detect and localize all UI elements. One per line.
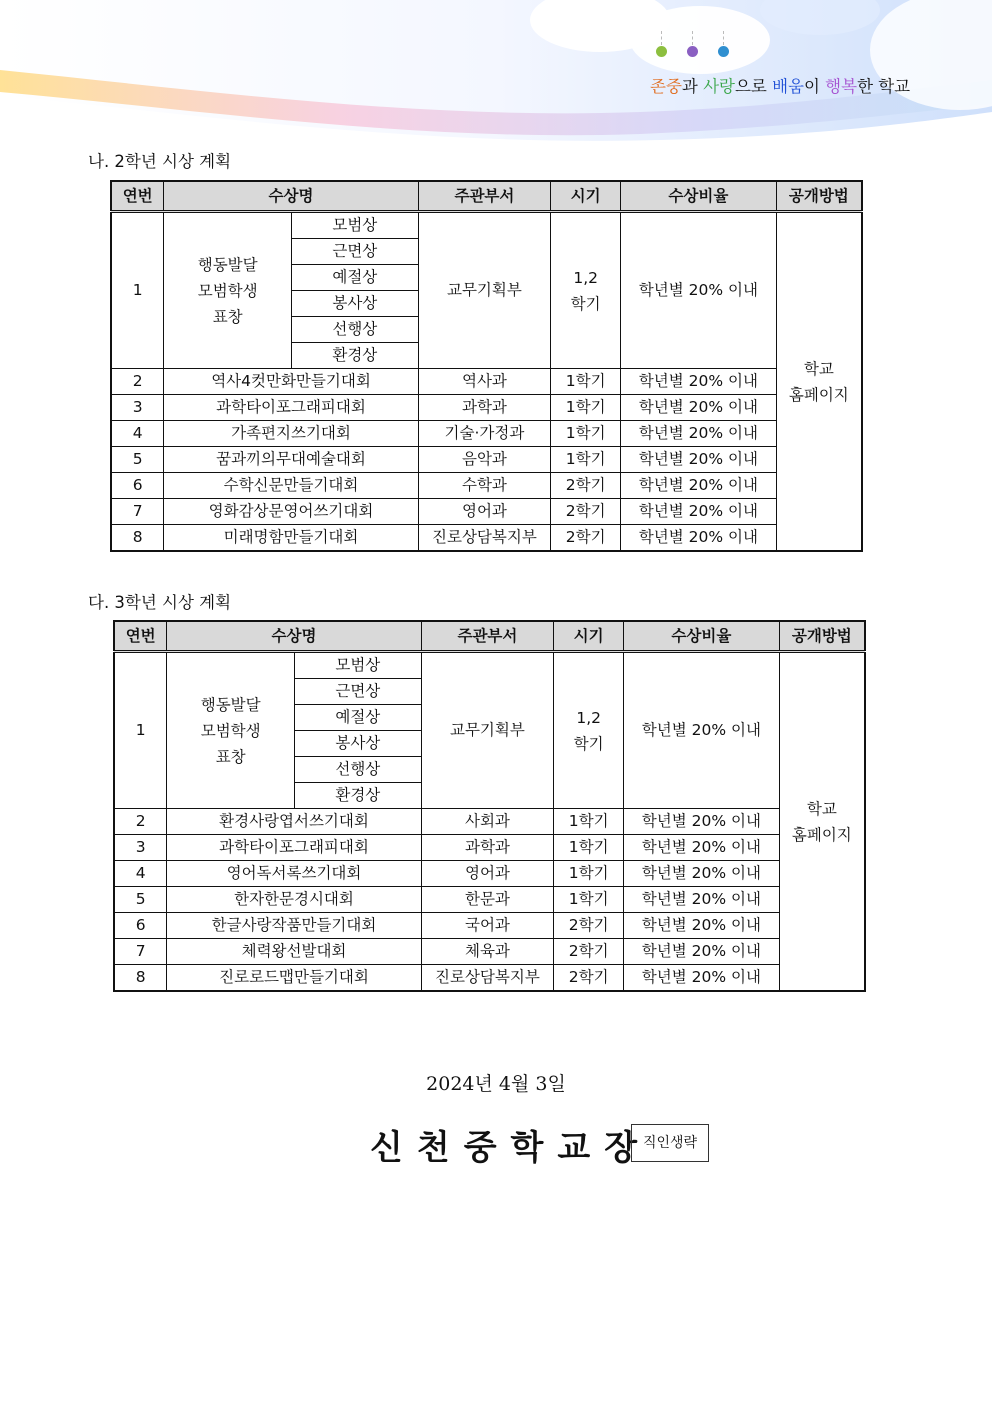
table-header-row — [111, 181, 862, 212]
cell-sub-award: 모범상 — [295, 652, 422, 679]
cell-period: 1학기 — [551, 447, 621, 473]
cell-period: 1학기 — [551, 369, 621, 395]
cell-dept: 교무기획부 — [418, 212, 551, 369]
cell-ratio: 학년별 20% 이내 — [624, 809, 780, 835]
cell-sub-award: 예절상 — [295, 705, 422, 731]
table-row — [111, 499, 862, 525]
cell-award-name: 꿈과끼의무대예술대회 — [164, 447, 418, 473]
cell-award-name: 가족편지쓰기대회 — [164, 421, 418, 447]
principal-title: 신천중학교장 — [370, 1128, 652, 1168]
cell-award-name: 한글사랑작품만들기대회 — [167, 913, 421, 939]
cell-period: 1학기 — [554, 861, 624, 887]
cell-no: 7 — [114, 939, 167, 965]
header-award-name: 수상명 — [164, 181, 418, 212]
disclosure-line: 학교 — [803, 359, 834, 378]
table-row — [114, 835, 865, 861]
cell-no: 8 — [111, 525, 164, 552]
cell-period: 1학기 — [554, 809, 624, 835]
header-dept: 주관부서 — [418, 181, 551, 212]
header-ratio: 수상비율 — [621, 181, 777, 212]
table-row — [111, 212, 862, 239]
cell-disclosure — [779, 652, 865, 992]
name-line: 모범학생 — [200, 721, 261, 740]
header-award-name: 수상명 — [167, 621, 421, 652]
motto-segment: 으로 — [734, 77, 773, 96]
cell-dept: 수학과 — [418, 473, 551, 499]
period-line: 학기 — [570, 294, 601, 313]
disclosure-line: 홈페이지 — [788, 385, 849, 404]
header-ratio: 수상비율 — [624, 621, 780, 652]
cell-no: 2 — [111, 369, 164, 395]
cell-no: 5 — [114, 887, 167, 913]
cell-sub-award: 예절상 — [292, 265, 419, 291]
period-line: 1,2 — [573, 268, 598, 287]
motto-segment: 행복 — [825, 77, 858, 96]
cell-ratio: 학년별 20% 이내 — [621, 369, 777, 395]
table-header-row — [114, 621, 865, 652]
name-line: 행동발달 — [197, 255, 258, 274]
cell-sub-award: 봉사상 — [295, 731, 422, 757]
cell-ratio: 학년별 20% 이내 — [621, 395, 777, 421]
table-row — [114, 965, 865, 992]
purple-dot-icon — [687, 46, 698, 57]
cell-period: 2학기 — [554, 965, 624, 992]
name-line: 모범학생 — [197, 281, 258, 300]
cell-dept: 기술·가정과 — [418, 421, 551, 447]
cell-ratio: 학년별 20% 이내 — [624, 861, 780, 887]
cell-ratio: 학년별 20% 이내 — [621, 212, 777, 369]
seal-omitted-box: 직인생략 — [631, 1124, 709, 1162]
header-disclosure: 공개방법 — [779, 621, 865, 652]
table-row — [111, 525, 862, 552]
cell-award-name: 수학신문만들기대회 — [164, 473, 418, 499]
cell-period: 1학기 — [554, 835, 624, 861]
table-row — [114, 887, 865, 913]
header-no: 연번 — [114, 621, 167, 652]
motto-segment: 사랑 — [703, 77, 735, 96]
cell-disclosure — [776, 212, 862, 552]
cell-award-name: 진로로드맵만들기대회 — [167, 965, 421, 992]
blue-dot-icon — [718, 46, 729, 57]
cell-dept: 국어과 — [421, 913, 554, 939]
cell-period: 2학기 — [554, 913, 624, 939]
period-line: 학기 — [573, 734, 604, 753]
disclosure-line: 홈페이지 — [791, 825, 852, 844]
header-banner — [0, 0, 992, 150]
cell-period: 2학기 — [554, 939, 624, 965]
cell-sub-award: 선행상 — [295, 757, 422, 783]
section-heading-grade3: 다. 3학년 시상 계획 — [88, 593, 232, 612]
cell-period: 1학기 — [551, 421, 621, 447]
cell-award-name: 역사4컷만화만들기대회 — [164, 369, 418, 395]
cell-ratio: 학년별 20% 이내 — [624, 965, 780, 992]
cell-dept: 사회과 — [421, 809, 554, 835]
cell-no: 4 — [111, 421, 164, 447]
cell-award-name: 과학타이포그래피대회 — [167, 835, 421, 861]
cell-dept: 역사과 — [418, 369, 551, 395]
motto-segment: 존중 — [650, 77, 682, 96]
table-row — [111, 395, 862, 421]
document-date: 2024년 4월 3일 — [426, 1073, 566, 1095]
disclosure-line: 학교 — [806, 799, 837, 818]
table-row — [114, 861, 865, 887]
cell-ratio: 학년별 20% 이내 — [621, 421, 777, 447]
award-table-grade3 — [113, 620, 866, 992]
table-row — [111, 421, 862, 447]
motto-segment: 한 학교 — [857, 77, 911, 96]
cell-no: 6 — [111, 473, 164, 499]
cell-no: 5 — [111, 447, 164, 473]
cell-dept: 진로상담복지부 — [421, 965, 554, 992]
cell-dept: 한문과 — [421, 887, 554, 913]
cell-period — [551, 212, 621, 369]
cell-period: 1학기 — [551, 395, 621, 421]
cell-ratio: 학년별 20% 이내 — [624, 652, 780, 809]
cell-dept: 과학과 — [421, 835, 554, 861]
cell-sub-award: 환경상 — [292, 343, 419, 369]
cell-period: 2학기 — [551, 499, 621, 525]
cell-period — [554, 652, 624, 809]
motto-segment: 배움 — [772, 77, 804, 96]
header-dept: 주관부서 — [421, 621, 554, 652]
cell-award-name: 과학타이포그래피대회 — [164, 395, 418, 421]
header-period: 시기 — [554, 621, 624, 652]
table-row — [114, 939, 865, 965]
cell-no: 1 — [111, 212, 164, 369]
cell-sub-award: 근면상 — [295, 679, 422, 705]
cell-no: 3 — [111, 395, 164, 421]
cell-ratio: 학년별 20% 이내 — [621, 447, 777, 473]
table-row — [111, 447, 862, 473]
cell-award-name: 환경사랑엽서쓰기대회 — [167, 809, 421, 835]
table-row — [111, 473, 862, 499]
cell-dept: 진로상담복지부 — [418, 525, 551, 552]
cell-dept: 체육과 — [421, 939, 554, 965]
header-period: 시기 — [551, 181, 621, 212]
cell-sub-award: 선행상 — [292, 317, 419, 343]
motto-segment: 과 — [681, 77, 704, 96]
name-line: 표창 — [215, 747, 246, 766]
table-row — [114, 809, 865, 835]
cell-no: 8 — [114, 965, 167, 992]
cell-no: 2 — [114, 809, 167, 835]
cell-dept: 과학과 — [418, 395, 551, 421]
cell-dept: 교무기획부 — [421, 652, 554, 809]
table-row — [114, 913, 865, 939]
header-no: 연번 — [111, 181, 164, 212]
cell-award-name — [164, 212, 292, 369]
cell-award-name: 영화감상문영어쓰기대회 — [164, 499, 418, 525]
cell-no: 1 — [114, 652, 167, 809]
cell-sub-award: 환경상 — [295, 783, 422, 809]
cell-period: 1학기 — [554, 887, 624, 913]
cell-award-name: 체력왕선발대회 — [167, 939, 421, 965]
cell-ratio: 학년별 20% 이내 — [624, 939, 780, 965]
cell-award-name: 한자한문경시대회 — [167, 887, 421, 913]
name-line: 행동발달 — [200, 695, 261, 714]
cell-sub-award: 근면상 — [292, 239, 419, 265]
cell-dept: 음악과 — [418, 447, 551, 473]
cell-award-name: 미래명함만들기대회 — [164, 525, 418, 552]
cell-ratio: 학년별 20% 이내 — [624, 887, 780, 913]
cell-ratio: 학년별 20% 이내 — [621, 525, 777, 552]
section-heading-grade2: 나. 2학년 시상 계획 — [88, 152, 232, 171]
cell-ratio: 학년별 20% 이내 — [621, 499, 777, 525]
cell-dept: 영어과 — [421, 861, 554, 887]
green-dot-icon — [656, 46, 667, 57]
cell-dept: 영어과 — [418, 499, 551, 525]
cell-ratio: 학년별 20% 이내 — [621, 473, 777, 499]
cell-award-name: 영어독서록쓰기대회 — [167, 861, 421, 887]
period-line: 1,2 — [576, 708, 601, 727]
cell-ratio: 학년별 20% 이내 — [624, 913, 780, 939]
cell-sub-award: 모범상 — [292, 212, 419, 239]
decorative-dots — [650, 30, 740, 60]
cell-award-name — [167, 652, 295, 809]
cell-sub-award: 봉사상 — [292, 291, 419, 317]
cell-no: 4 — [114, 861, 167, 887]
cell-period: 2학기 — [551, 473, 621, 499]
header-disclosure: 공개방법 — [776, 181, 862, 212]
cell-ratio: 학년별 20% 이내 — [624, 835, 780, 861]
name-line: 표창 — [212, 307, 243, 326]
school-motto — [650, 73, 910, 97]
table-row — [111, 369, 862, 395]
cell-no: 7 — [111, 499, 164, 525]
cell-no: 3 — [114, 835, 167, 861]
table-row — [114, 652, 865, 679]
cell-no: 6 — [114, 913, 167, 939]
cell-period: 2학기 — [551, 525, 621, 552]
award-table-grade2 — [110, 180, 863, 552]
motto-segment: 이 — [803, 77, 826, 96]
